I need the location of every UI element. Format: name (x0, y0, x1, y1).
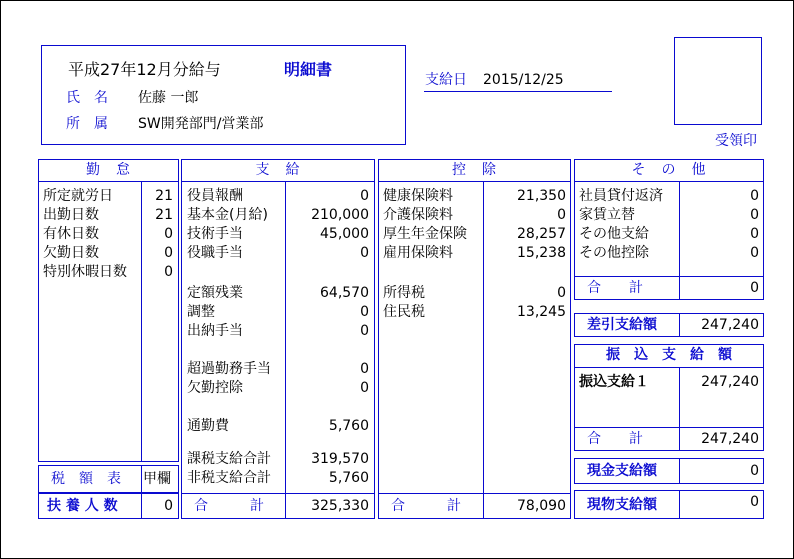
divider (39, 181, 178, 182)
row-value: 0 (750, 188, 759, 204)
row-label: 基本金(月給) (187, 207, 268, 223)
divider (679, 367, 680, 450)
row-label: 有休日数 (43, 226, 99, 242)
row-label: 超過勤務手当 (187, 361, 271, 377)
row-value: 0 (360, 361, 369, 377)
inkind-pay-label: 現物支給額 (587, 497, 657, 513)
payments-total-value: 325,330 (311, 498, 369, 514)
row-value: 21 (155, 188, 173, 204)
attendance-title: 勤 怠 (86, 162, 131, 178)
row-label: 非税支給合計 (187, 470, 271, 486)
divider (575, 427, 763, 428)
row-label: 出納手当 (187, 323, 243, 339)
divider (182, 493, 374, 494)
cash-pay-box (574, 458, 764, 484)
row-value: 0 (750, 226, 759, 242)
header-box (41, 45, 406, 145)
row-value: 0 (164, 264, 173, 280)
row-label: 通勤費 (187, 418, 229, 434)
row-value: 21 (155, 207, 173, 223)
row-label: 住民税 (383, 304, 425, 320)
receipt-label: 受領印 (715, 133, 757, 149)
row-label: 欠勤控除 (187, 380, 243, 396)
other-box (574, 159, 764, 300)
title-suffix: 明細書 (284, 60, 333, 79)
row-label: 欠勤日数 (43, 245, 99, 261)
divider (141, 494, 142, 518)
other-total-label: 合 計 (587, 280, 643, 296)
row-value: 210,000 (311, 207, 369, 223)
net-pay-value: 247,240 (701, 317, 759, 333)
net-pay-box (574, 313, 764, 337)
divider (141, 181, 142, 461)
row-label: 出勤日数 (43, 207, 99, 223)
row-value: 0 (360, 188, 369, 204)
row-label: 介護保険料 (383, 207, 453, 223)
row-label: 役職手当 (187, 245, 243, 261)
row-label: その他控除 (579, 245, 649, 261)
employee-name: 佐藤 一郎 (138, 90, 199, 106)
transfer1-label: 振込支給１ (579, 374, 649, 390)
row-value: 0 (164, 226, 173, 242)
attendance-box (38, 159, 179, 462)
row-value: 319,570 (311, 451, 369, 467)
row-value: 0 (557, 207, 566, 223)
divider (575, 181, 763, 182)
divider (182, 181, 374, 182)
row-label: 調整 (187, 304, 215, 320)
divider (679, 314, 680, 336)
other-total-value: 0 (750, 280, 759, 296)
row-value: 0 (360, 323, 369, 339)
net-pay-label: 差引支給額 (587, 317, 657, 333)
row-value: 0 (360, 245, 369, 261)
divider (575, 367, 763, 368)
receipt-stamp-box (674, 37, 762, 125)
row-value: 64,570 (320, 285, 369, 301)
transfer-total-label: 合 計 (587, 431, 643, 447)
row-value: 13,245 (517, 304, 566, 320)
divider (679, 181, 680, 299)
row-label: 社員貸付返済 (579, 188, 663, 204)
deductions-title: 控 除 (452, 162, 497, 178)
row-value: 28,257 (517, 226, 566, 242)
paydate-value: 2015/12/25 (483, 72, 564, 88)
row-value: 45,000 (320, 226, 369, 242)
inkind-pay-box (574, 490, 764, 519)
row-value: 5,760 (328, 470, 369, 486)
row-value: 0 (557, 285, 566, 301)
deductions-total-value: 78,090 (517, 498, 566, 514)
dept-label: 所 属 (66, 116, 108, 132)
row-label: 健康保険料 (383, 188, 453, 204)
payments-title: 支 給 (255, 162, 301, 178)
row-label: 役員報酬 (187, 188, 243, 204)
dependents-value: 0 (164, 498, 173, 514)
transfer1-value: 247,240 (701, 374, 759, 390)
inkind-pay-value: 0 (750, 494, 759, 510)
divider (679, 459, 680, 483)
paydate-underline (424, 91, 612, 92)
row-value: 0 (750, 245, 759, 261)
row-value: 15,238 (517, 245, 566, 261)
deductions-box (378, 159, 571, 519)
payments-total-label: 合 計 (194, 498, 264, 514)
transfer-total-value: 247,240 (701, 431, 759, 447)
row-value: 0 (164, 245, 173, 261)
paydate-label: 支給日 (425, 72, 467, 88)
transfer-box (574, 344, 764, 451)
row-label: 厚生年金保険 (383, 226, 467, 242)
tax-table-value: 甲欄 (143, 471, 171, 487)
row-value: 21,350 (517, 188, 566, 204)
transfer-title: 振 込 支 給 額 (606, 347, 732, 363)
row-label: 雇用保険料 (383, 245, 453, 261)
tax-table-box (38, 465, 179, 493)
cash-pay-value: 0 (750, 463, 759, 479)
cash-pay-label: 現金支給額 (587, 463, 657, 479)
row-label: 課税支給合計 (187, 451, 271, 467)
row-label: 定額残業 (187, 285, 243, 301)
row-value: 0 (750, 207, 759, 223)
row-value: 0 (360, 380, 369, 396)
divider (379, 181, 570, 182)
deductions-total-label: 合 計 (391, 498, 461, 514)
department: SW開発部門/営業部 (138, 116, 264, 132)
divider (679, 491, 680, 518)
row-label: 家賃立替 (579, 207, 635, 223)
dependents-label: 扶 養 人 数 (47, 498, 118, 514)
row-value: 0 (360, 304, 369, 320)
name-label: 氏 名 (66, 90, 108, 106)
payments-box (181, 159, 375, 519)
divider (575, 276, 763, 277)
row-label: 所定就労日 (43, 188, 113, 204)
row-label: その他支給 (579, 226, 649, 242)
divider (379, 493, 570, 494)
row-value: 5,760 (328, 418, 369, 434)
row-label: 所得税 (383, 285, 425, 301)
other-title: そ の 他 (631, 162, 707, 178)
divider (141, 466, 142, 492)
row-label: 特別休暇日数 (43, 264, 127, 280)
row-label: 技術手当 (187, 226, 243, 242)
title-main: 平成27年12月分給与 (68, 60, 221, 79)
dependents-box (38, 493, 179, 519)
tax-table-label: 税 額 表 (51, 471, 121, 487)
